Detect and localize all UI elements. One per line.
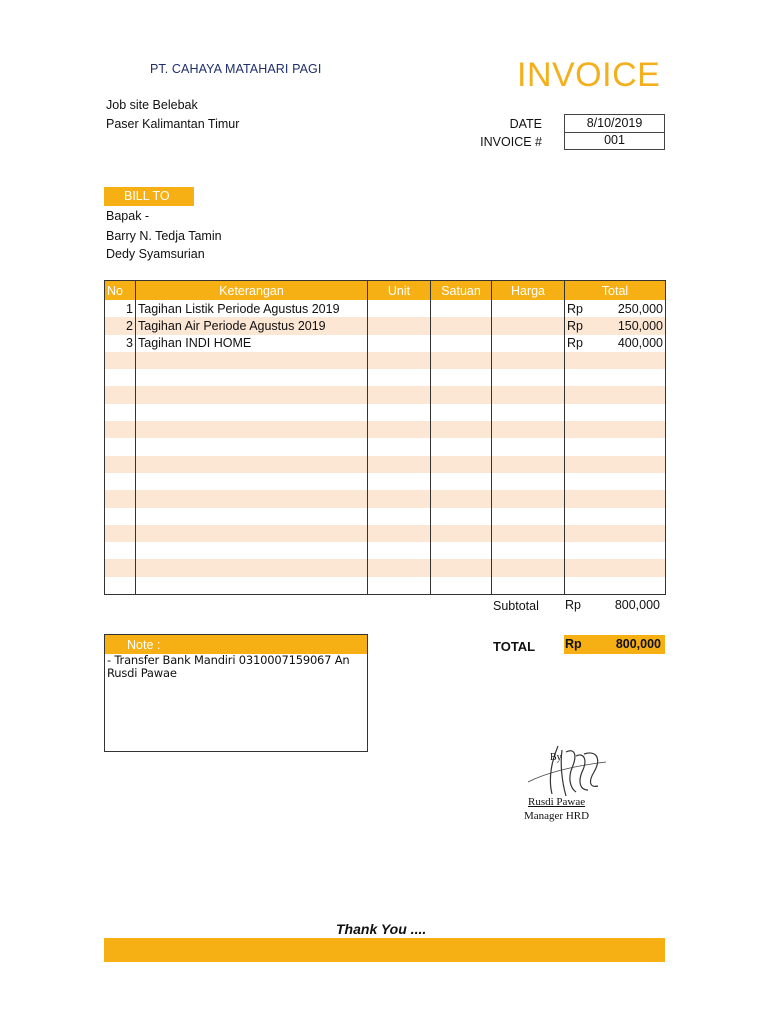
bill-to-line: Dedy Syamsurian xyxy=(106,247,205,261)
cell-satuan xyxy=(431,542,492,559)
cell-keterangan xyxy=(136,421,368,438)
cell-harga xyxy=(492,317,565,334)
cell-total xyxy=(565,438,666,455)
cell-total xyxy=(565,352,666,369)
cell-harga xyxy=(492,490,565,507)
total-value: 800,000 xyxy=(615,637,661,651)
cell-total xyxy=(565,317,666,334)
cell-satuan xyxy=(431,456,492,473)
total-currency: Rp xyxy=(565,637,582,651)
date-label: DATE xyxy=(509,117,542,131)
subtotal-value: 800,000 xyxy=(614,598,660,612)
table-row xyxy=(105,317,666,334)
items-table-header xyxy=(105,281,666,301)
cell-unit xyxy=(368,577,431,595)
cell-keterangan xyxy=(136,438,368,455)
cell-total-currency: Rp xyxy=(567,301,583,316)
cell-total xyxy=(565,508,666,525)
cell-keterangan xyxy=(136,525,368,542)
cell-total-currency: Rp xyxy=(567,318,583,333)
cell-no xyxy=(105,352,136,369)
cell-total xyxy=(565,490,666,507)
cell-satuan xyxy=(431,335,492,352)
cell-keterangan xyxy=(136,473,368,490)
cell-no: 2 xyxy=(105,317,136,334)
cell-no xyxy=(105,525,136,542)
cell-satuan xyxy=(431,352,492,369)
footer-bar xyxy=(104,938,665,962)
cell-keterangan xyxy=(136,456,368,473)
subtotal-label: Subtotal xyxy=(493,599,539,613)
note-header: Note : xyxy=(105,635,367,654)
company-address-line2: Paser Kalimantan Timur xyxy=(106,117,240,131)
cell-unit xyxy=(368,317,431,334)
signature-role: Manager HRD xyxy=(524,810,590,822)
table-row xyxy=(105,456,666,473)
cell-satuan xyxy=(431,577,492,595)
table-row xyxy=(105,508,666,525)
cell-harga xyxy=(492,386,565,403)
cell-total-amount: 250,000 xyxy=(617,301,663,316)
cell-unit xyxy=(368,369,431,386)
items-table-body xyxy=(105,300,666,595)
cell-harga xyxy=(492,369,565,386)
cell-keterangan: Tagihan Air Periode Agustus 2019 xyxy=(136,317,368,334)
cell-total xyxy=(565,404,666,421)
cell-harga xyxy=(492,404,565,421)
cell-total xyxy=(565,473,666,490)
cell-no xyxy=(105,577,136,595)
invoice-title: INVOICE xyxy=(517,56,661,94)
col-header-harga: Harga xyxy=(492,281,565,301)
cell-harga xyxy=(492,456,565,473)
cell-keterangan xyxy=(136,352,368,369)
cell-harga xyxy=(492,542,565,559)
cell-unit xyxy=(368,421,431,438)
cell-satuan xyxy=(431,404,492,421)
cell-no xyxy=(105,438,136,455)
cell-unit xyxy=(368,386,431,403)
cell-total-amount: 150,000 xyxy=(617,318,663,333)
table-row xyxy=(105,438,666,455)
cell-unit xyxy=(368,352,431,369)
col-header-no: No xyxy=(105,281,136,301)
cell-total xyxy=(565,577,666,595)
table-row xyxy=(105,490,666,507)
cell-satuan xyxy=(431,490,492,507)
cell-unit xyxy=(368,456,431,473)
cell-harga xyxy=(492,473,565,490)
cell-unit xyxy=(368,335,431,352)
cell-unit xyxy=(368,404,431,421)
invoice-number-label: INVOICE # xyxy=(480,135,542,149)
table-row xyxy=(105,473,666,490)
cell-satuan xyxy=(431,438,492,455)
date-value: 8/10/2019 xyxy=(564,114,665,133)
cell-keterangan xyxy=(136,577,368,595)
cell-satuan xyxy=(431,386,492,403)
cell-unit xyxy=(368,438,431,455)
company-address-line1: Job site Belebak xyxy=(106,98,198,112)
cell-harga xyxy=(492,335,565,352)
cell-total xyxy=(565,335,666,352)
items-table xyxy=(104,280,666,595)
cell-keterangan xyxy=(136,404,368,421)
cell-total xyxy=(565,456,666,473)
table-row xyxy=(105,386,666,403)
cell-keterangan xyxy=(136,508,368,525)
cell-no: 1 xyxy=(126,301,133,316)
table-row xyxy=(105,300,666,317)
cell-keterangan xyxy=(136,369,368,386)
col-header-total: Total xyxy=(565,281,666,301)
cell-no xyxy=(105,508,136,525)
cell-total xyxy=(565,542,666,559)
cell-satuan xyxy=(431,300,492,317)
cell-keterangan xyxy=(136,386,368,403)
table-row xyxy=(105,404,666,421)
cell-total xyxy=(565,559,666,576)
cell-total-currency: Rp xyxy=(567,336,583,351)
cell-no xyxy=(105,369,136,386)
table-row xyxy=(105,421,666,438)
cell-satuan xyxy=(431,508,492,525)
cell-total xyxy=(565,386,666,403)
cell-harga xyxy=(492,559,565,576)
cell-harga xyxy=(492,438,565,455)
table-row xyxy=(105,525,666,542)
cell-keterangan xyxy=(136,559,368,576)
cell-unit xyxy=(368,525,431,542)
bill-to-line: Barry N. Tedja Tamin xyxy=(106,229,222,243)
cell-no: 3 xyxy=(126,336,133,351)
cell-harga xyxy=(492,300,565,317)
invoice-number-value: 001 xyxy=(564,132,665,150)
cell-total xyxy=(565,525,666,542)
table-row xyxy=(105,542,666,559)
table-row xyxy=(105,577,666,595)
cell-total xyxy=(565,369,666,386)
cell-satuan xyxy=(431,525,492,542)
cell-harga xyxy=(492,508,565,525)
cell-unit xyxy=(368,300,431,317)
cell-unit xyxy=(368,559,431,576)
cell-keterangan xyxy=(136,542,368,559)
table-row xyxy=(105,352,666,369)
col-header-satuan: Satuan xyxy=(431,281,492,301)
note-text: - Transfer Bank Mandiri 0310007159067 An Rusdi Pawae xyxy=(107,653,350,680)
cell-no xyxy=(105,542,136,559)
cell-no xyxy=(105,559,136,576)
company-name: PT. CAHAYA MATAHARI PAGI xyxy=(150,62,322,76)
cell-keterangan: Tagihan INDI HOME xyxy=(136,335,368,352)
cell-harga xyxy=(492,421,565,438)
cell-no xyxy=(105,421,136,438)
thank-you-text: Thank You .... xyxy=(336,921,427,937)
col-header-keterangan: Keterangan xyxy=(136,281,368,301)
cell-total xyxy=(565,421,666,438)
cell-no xyxy=(105,456,136,473)
total-label: TOTAL xyxy=(493,639,536,654)
cell-unit xyxy=(368,542,431,559)
total-box xyxy=(564,635,665,654)
cell-no xyxy=(105,404,136,421)
cell-satuan xyxy=(431,421,492,438)
signature-name: Rusdi Pawae xyxy=(528,796,586,808)
signature-by: By xyxy=(550,752,562,763)
table-row xyxy=(105,559,666,576)
cell-unit xyxy=(368,473,431,490)
cell-harga xyxy=(492,577,565,595)
cell-satuan xyxy=(431,369,492,386)
cell-no xyxy=(105,473,136,490)
table-row xyxy=(105,369,666,386)
table-row xyxy=(105,335,666,352)
cell-satuan xyxy=(431,559,492,576)
cell-unit xyxy=(368,490,431,507)
cell-keterangan: Tagihan Listik Periode Agustus 2019 xyxy=(136,300,368,317)
cell-keterangan xyxy=(136,490,368,507)
cell-no xyxy=(105,490,136,507)
col-header-unit: Unit xyxy=(368,281,431,301)
cell-satuan xyxy=(431,317,492,334)
bill-to-line: Bapak - xyxy=(106,209,150,223)
cell-harga xyxy=(492,352,565,369)
cell-satuan xyxy=(431,473,492,490)
cell-no xyxy=(105,386,136,403)
cell-total xyxy=(565,300,666,317)
cell-total-amount: 400,000 xyxy=(617,336,663,351)
bill-to-header: BILL TO xyxy=(104,187,194,206)
signature-scribble xyxy=(518,742,610,800)
cell-unit xyxy=(368,508,431,525)
subtotal-currency: Rp xyxy=(565,598,581,612)
cell-harga xyxy=(492,525,565,542)
note-box xyxy=(104,634,368,752)
